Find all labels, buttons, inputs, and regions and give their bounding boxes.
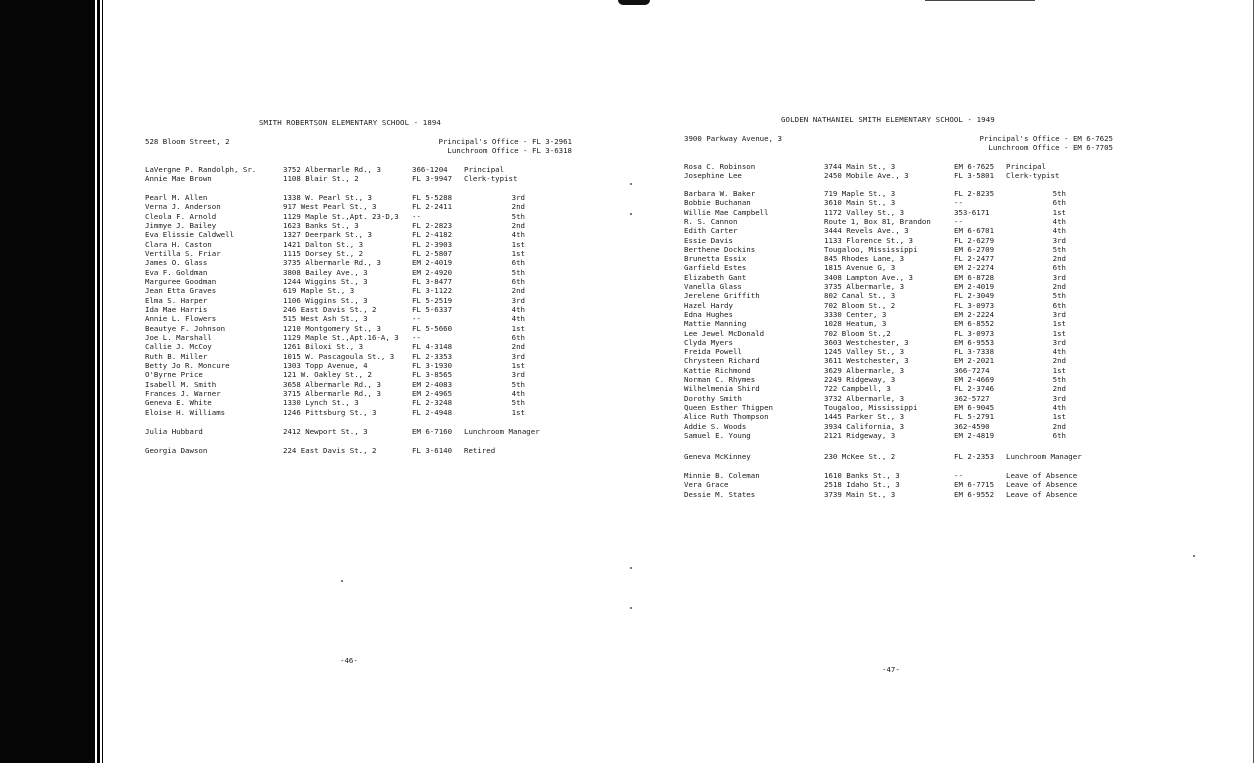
entry-grade: 1st xyxy=(1052,412,1066,422)
entry-grade: 1st xyxy=(1052,207,1066,217)
entry-phone: FL 2-3903 xyxy=(412,239,453,249)
entry-address: 1815 Avenue G, 3 xyxy=(824,263,896,273)
entry-name: Clara H. Caston xyxy=(145,239,212,249)
entry-phone: 353-6171 xyxy=(954,207,990,217)
entry-name: Marguree Goodman xyxy=(145,276,217,286)
entry-name: Alice Ruth Thompson xyxy=(684,412,769,422)
entry-grade: 4th xyxy=(511,304,525,314)
entry-name: Frances J. Warner xyxy=(145,388,221,398)
entry-phone: 366-7274 xyxy=(954,365,990,375)
entry-phone: FL 3-7338 xyxy=(954,347,995,357)
entry-name: Jimmye J. Bailey xyxy=(145,220,217,230)
page-number: -47- xyxy=(882,665,900,674)
entry-phone: FL 5-5288 xyxy=(412,193,453,202)
entry-address: Tougaloo, Mississippi xyxy=(824,244,918,254)
entry-phone: FL 5-2519 xyxy=(412,295,453,305)
entry-name: Mattie Manning xyxy=(684,319,747,329)
entry-phone: FL 2-5807 xyxy=(412,248,453,258)
entry-grade: 3rd xyxy=(1052,337,1066,347)
entry-grade: 1st xyxy=(511,323,525,333)
entry-address: 3603 Westchester, 3 xyxy=(824,337,909,347)
entry-grade: 4th xyxy=(1052,402,1066,412)
entry-phone: EM 2-4669 xyxy=(954,375,995,384)
entry-phone: 362-5727 xyxy=(954,393,990,403)
entry-address: 1330 Lynch St., 3 xyxy=(283,398,359,408)
entry-phone: FL 2-4182 xyxy=(412,230,453,240)
entry-address: 3715 Albermarle Rd., 3 xyxy=(283,388,381,398)
entry-phone: FL 3-8477 xyxy=(412,276,453,286)
school-address: 3900 Parkway Avenue, 3 xyxy=(684,134,782,143)
entry-phone: -- xyxy=(954,198,963,208)
entry-name: Barbara W. Baker xyxy=(684,189,756,198)
school-title: SMITH ROBERTSON ELEMENTARY SCHOOL - 1894 xyxy=(259,118,441,127)
entry-name: Vera Grace xyxy=(684,480,729,490)
entry-address: 246 East Davis St., 2 xyxy=(283,304,377,314)
entry-name: LaVergne P. Randolph, Sr. xyxy=(145,165,257,174)
entry-address: 1028 Heatum, 3 xyxy=(824,319,887,329)
entry-address: 1133 Florence St., 3 xyxy=(824,235,913,245)
entry-phone: -- xyxy=(412,332,421,342)
entry-grade: 4th xyxy=(1052,347,1066,357)
entry-grade: 3rd xyxy=(511,351,525,361)
entry-name: Samuel E. Young xyxy=(684,430,751,440)
school-address: 528 Bloom Street, 2 xyxy=(145,137,230,146)
entry-grade: 4th xyxy=(1052,226,1066,236)
entry-name: Essie Davis xyxy=(684,235,733,245)
entry-address: 3444 Revels Ave., 3 xyxy=(824,226,909,236)
entry-grade: 2nd xyxy=(511,286,525,296)
entry-phone: 366-1204 xyxy=(412,165,448,174)
entry-phone: FL 2-4948 xyxy=(412,407,453,417)
entry-phone: FL 2-2823 xyxy=(412,220,453,230)
entry-phone: EM 6-7625 xyxy=(954,162,995,171)
entry-phone: EM 6-9552 xyxy=(954,489,995,499)
entry-address: 3629 Albermarle, 3 xyxy=(824,365,905,375)
entry-name: Dessie M. States xyxy=(684,489,756,499)
entry-name: Brunetta Essix xyxy=(684,254,747,264)
entry-phone: EM 2-4920 xyxy=(412,267,453,277)
entry-grade: 3rd xyxy=(1052,235,1066,245)
entry-address: 1129 Maple St.,Apt. 23-D,3 xyxy=(283,211,399,221)
entry-grade: 2nd xyxy=(511,220,525,230)
entry-address: 1172 Valley St., 3 xyxy=(824,207,905,217)
entry-grade: 1st xyxy=(511,360,525,370)
entry-address: 1261 Biloxi St., 3 xyxy=(283,342,364,352)
scan-speck xyxy=(630,567,632,569)
entry-grade: 2nd xyxy=(511,342,525,352)
scan-artifact xyxy=(925,0,1035,1)
entry-name: Beautye F. Johnson xyxy=(145,323,226,333)
entry-phone: EM 2-4083 xyxy=(412,379,453,389)
entry-phone: 362-4590 xyxy=(954,421,990,431)
entry-address: 719 Maple St., 3 xyxy=(824,189,896,198)
entry-name: Callie J. McCoy xyxy=(145,342,212,352)
entry-phone: EM 6-9045 xyxy=(954,402,995,412)
entry-phone: FL 2-2477 xyxy=(954,254,995,264)
entry-phone: EM 6-7160 xyxy=(412,427,453,436)
binding-edge-line xyxy=(97,0,100,763)
entry-role: Leave of Absence xyxy=(1006,489,1078,499)
entry-grade: 1st xyxy=(511,407,525,417)
entry-address: 1445 Parker St., 3 xyxy=(824,412,905,422)
office-phones xyxy=(980,134,1114,153)
entry-address: 2518 Idaho St., 3 xyxy=(824,480,900,490)
entry-name: Isabell M. Smith xyxy=(145,379,217,389)
entry-address: 1327 Deerpark St., 3 xyxy=(283,230,372,240)
entry-grade: 4th xyxy=(1052,216,1066,226)
entry-name: Eloise H. Williams xyxy=(145,407,226,417)
entry-phone: EM 6-8728 xyxy=(954,272,995,282)
entry-grade: 5th xyxy=(1052,189,1066,198)
entry-name: Minnie B. Coleman xyxy=(684,471,760,480)
entry-phone: FL 2-2411 xyxy=(412,202,453,212)
entry-grade: 1st xyxy=(511,239,525,249)
entry-grade: 4th xyxy=(511,230,525,240)
entry-grade: 1st xyxy=(511,248,525,258)
entry-address: 3934 California, 3 xyxy=(824,421,905,431)
entry-grade: 2nd xyxy=(1052,421,1066,431)
entry-address: 702 Bloom St.,2 xyxy=(824,328,891,338)
scan-speck xyxy=(630,607,632,609)
entry-name: Queen Esther Thigpen xyxy=(684,402,773,412)
entry-grade: 3rd xyxy=(511,295,525,305)
entry-address: 3808 Bailey Ave., 3 xyxy=(283,267,368,277)
entry-address: 722 Campbell, 3 xyxy=(824,384,891,394)
entry-grade: 3rd xyxy=(511,370,525,380)
entry-grade: 2nd xyxy=(1052,356,1066,366)
entry-phone: FL 3-5801 xyxy=(954,171,995,181)
entry-name: Dorothy Smith xyxy=(684,393,742,403)
entry-address: 515 West Ash St., 3 xyxy=(283,314,368,324)
binding-edge-line xyxy=(102,0,103,763)
entry-grade: 3rd xyxy=(1052,393,1066,403)
entry-name: Ida Mae Harris xyxy=(145,304,208,314)
entry-address: Tougaloo, Mississippi xyxy=(824,402,918,412)
entry-name: Ruth B. Miller xyxy=(145,351,208,361)
entry-address: 3610 Main St., 3 xyxy=(824,198,896,208)
entry-phone: FL 5-2791 xyxy=(954,412,995,422)
entry-grade: 2nd xyxy=(1052,254,1066,264)
entry-phone: EM 2-2274 xyxy=(954,263,995,273)
entry-address: 1115 Dorsey St., 2 xyxy=(283,248,364,258)
entry-name: Jean Etta Graves xyxy=(145,286,217,296)
entry-name: Verna J. Anderson xyxy=(145,202,221,212)
entry-grade: 4th xyxy=(511,388,525,398)
entry-address: 1303 Topp Avenue, 4 xyxy=(283,360,368,370)
entry-phone: EM 2-2021 xyxy=(954,356,995,366)
entry-name: Edna Hughes xyxy=(684,309,733,319)
entry-address: Route 1, Box 81, Brandon xyxy=(824,216,931,226)
entry-name: Edith Carter xyxy=(684,226,738,236)
entry-phone: FL 4-3148 xyxy=(412,342,453,352)
entry-address: 845 Rhodes Lane, 3 xyxy=(824,254,905,264)
entry-address: 230 McKee St., 2 xyxy=(824,452,896,461)
entry-grade: 6th xyxy=(1052,430,1066,440)
entry-address: 1610 Banks St., 3 xyxy=(824,471,900,480)
entry-role: Lunchroom Manager xyxy=(464,427,540,436)
entry-grade: 2nd xyxy=(1052,384,1066,394)
entry-name: Eva F. Goldman xyxy=(145,267,208,277)
entry-phone: FL 3-0973 xyxy=(954,300,995,310)
book-binding-shadow xyxy=(0,0,95,763)
scan-speck xyxy=(630,183,632,185)
entry-phone: EM 2-2224 xyxy=(954,309,995,319)
entry-address: 3408 Lampton Ave., 3 xyxy=(824,272,913,282)
entry-name: Berthene Dockins xyxy=(684,244,756,254)
entry-address: 1246 Pittsburg St., 3 xyxy=(283,407,377,417)
principal-office: Principal's Office - FL 3-2961 xyxy=(438,137,572,146)
entry-name: Eva Elissie Caldwell xyxy=(145,230,234,240)
entry-role: Clerk-typist xyxy=(1006,171,1060,181)
entry-phone: FL 2-6279 xyxy=(954,235,995,245)
entry-address: 3735 Albermarle, 3 xyxy=(824,282,905,291)
entry-phone: EM 2-4819 xyxy=(954,430,995,440)
entry-address: 2121 Ridgeway, 3 xyxy=(824,430,896,440)
entry-grade: 6th xyxy=(511,258,525,268)
entry-name: Vanella Glass xyxy=(684,282,742,291)
entry-address: 3330 Center, 3 xyxy=(824,309,887,319)
entry-phone: -- xyxy=(954,216,963,226)
entry-phone: EM 6-7715 xyxy=(954,480,995,490)
entry-name: Geneva McKinney xyxy=(684,452,751,461)
entry-address: 1106 Wiggins St., 3 xyxy=(283,295,368,305)
entry-grade: 2nd xyxy=(511,202,525,212)
entry-address: 3658 Albermarle Rd., 3 xyxy=(283,379,381,389)
entry-phone: FL 3-6140 xyxy=(412,446,453,455)
entry-grade: 5th xyxy=(1052,291,1066,301)
entry-phone: FL 3-0973 xyxy=(954,328,995,338)
entry-name: Josephine Lee xyxy=(684,171,742,181)
entry-grade: 5th xyxy=(511,211,525,221)
scan-artifact xyxy=(618,0,650,5)
entry-role: Principal xyxy=(1006,162,1047,171)
entry-grade: 5th xyxy=(511,267,525,277)
entry-grade: 5th xyxy=(1052,244,1066,254)
entry-name: Jerelene Griffith xyxy=(684,291,760,301)
entry-grade: 6th xyxy=(1052,198,1066,208)
entry-name: Vertilla S. Friar xyxy=(145,248,221,258)
entry-address: 2450 Mobile Ave., 3 xyxy=(824,171,909,181)
lunchroom-office: Lunchroom Office - EM 6-7705 xyxy=(988,143,1113,153)
entry-name: Elizabeth Gant xyxy=(684,272,747,282)
entry-name: Annie Mae Brown xyxy=(145,174,212,184)
office-phones xyxy=(439,137,573,156)
entry-address: 121 W. Oakley St., 2 xyxy=(283,370,372,380)
entry-name: Betty Jo R. Moncure xyxy=(145,360,230,370)
entry-grade: 1st xyxy=(1052,328,1066,338)
school-title: GOLDEN NATHANIEL SMITH ELEMENTARY SCHOOL - 1949 xyxy=(781,115,995,124)
entry-name: Georgia Dawson xyxy=(145,446,208,455)
entry-name: Norman C. Rhymes xyxy=(684,375,756,384)
entry-address: 3735 Albermarle Rd., 3 xyxy=(283,258,381,268)
entry-phone: FL 2-3248 xyxy=(412,398,453,408)
entry-grade: 2nd xyxy=(1052,282,1066,291)
lunchroom-office: Lunchroom Office - FL 3-6318 xyxy=(447,146,572,156)
entry-grade: 1st xyxy=(1052,365,1066,375)
entry-grade: 5th xyxy=(1052,375,1066,384)
entry-phone: FL 2-8235 xyxy=(954,189,995,198)
entry-name: Addie S. Woods xyxy=(684,421,747,431)
entry-name: Lee Jewel McDonald xyxy=(684,328,765,338)
entry-name: Julia Hubbard xyxy=(145,427,203,436)
entry-phone: EM 2-4965 xyxy=(412,388,453,398)
entry-address: 802 Canal St., 3 xyxy=(824,291,896,301)
entry-phone: -- xyxy=(412,211,421,221)
entry-grade: 4th xyxy=(511,314,525,324)
entry-name: Bobbie Buchanan xyxy=(684,198,751,208)
entry-grade: 1st xyxy=(1052,319,1066,329)
entry-address: 1244 Wiggins St., 3 xyxy=(283,276,368,286)
entry-phone: FL 5-5660 xyxy=(412,323,453,333)
entry-name: Rosa C. Robinson xyxy=(684,162,756,171)
entry-name: Geneva E. White xyxy=(145,398,212,408)
entry-phone: FL 3-8565 xyxy=(412,370,453,380)
entry-phone: EM 6-8552 xyxy=(954,319,995,329)
entry-name: R. S. Cannon xyxy=(684,216,738,226)
entry-name: Chrysteen Richard xyxy=(684,356,760,366)
entry-grade: 6th xyxy=(1052,263,1066,273)
entry-role: Leave of Absence xyxy=(1006,480,1078,490)
entry-address: 1338 W. Pearl St., 3 xyxy=(283,193,372,202)
entry-name: James O. Glass xyxy=(145,258,208,268)
entry-phone: EM 6-2709 xyxy=(954,244,995,254)
entry-name: Hazel Hardy xyxy=(684,300,733,310)
entry-name: Cleola F. Arnold xyxy=(145,211,217,221)
entry-address: 1108 Blair St., 2 xyxy=(283,174,359,184)
entry-address: 1129 Maple St.,Apt.16-A, 3 xyxy=(283,332,399,342)
entry-role: Retired xyxy=(464,446,496,455)
scan-speck xyxy=(630,213,632,215)
entry-phone: FL 3-1930 xyxy=(412,360,453,370)
entry-phone: -- xyxy=(412,314,421,324)
entry-address: 3611 Westchester, 3 xyxy=(824,356,909,366)
entry-phone: FL 2-3746 xyxy=(954,384,995,394)
entry-name: O'Byrne Price xyxy=(145,370,203,380)
entry-role: Leave of Absence xyxy=(1006,471,1078,480)
entry-name: Kattie Richmond xyxy=(684,365,751,375)
entry-role: Lunchroom Manager xyxy=(1006,452,1082,461)
entry-address: 3732 Albermarle, 3 xyxy=(824,393,905,403)
entry-grade: 6th xyxy=(1052,300,1066,310)
entry-address: 1210 Montgomery St., 3 xyxy=(283,323,381,333)
entry-address: 619 Maple St., 3 xyxy=(283,286,355,296)
entry-phone: FL 2-3353 xyxy=(412,351,453,361)
entry-phone: EM 2-4019 xyxy=(954,282,995,291)
entry-name: Clyda Myers xyxy=(684,337,733,347)
principal-office: Principal's Office - EM 6-7625 xyxy=(979,134,1113,143)
scan-speck xyxy=(1193,555,1195,557)
entry-address: 3739 Main St., 3 xyxy=(824,489,896,499)
page-number: -46- xyxy=(340,656,358,665)
entry-phone: FL 3-1122 xyxy=(412,286,453,296)
entry-name: Joe L. Marshall xyxy=(145,332,212,342)
entry-phone: FL 5-6337 xyxy=(412,304,453,314)
entry-phone: EM 6-9553 xyxy=(954,337,995,347)
entry-address: 1623 Banks St., 3 xyxy=(283,220,359,230)
entry-grade: 3rd xyxy=(1052,309,1066,319)
entry-address: 3752 Albermarle Rd., 3 xyxy=(283,165,381,174)
entry-name: Freida Powell xyxy=(684,347,742,357)
entry-phone: FL 2-3049 xyxy=(954,291,995,301)
entry-name: Wilhelmenia Shird xyxy=(684,384,760,394)
page-edge-line xyxy=(1253,0,1254,763)
entry-address: 224 East Davis St., 2 xyxy=(283,446,377,455)
entry-phone: FL 2-2353 xyxy=(954,452,995,461)
entry-grade: 5th xyxy=(511,398,525,408)
entry-name: Garfield Estes xyxy=(684,263,747,273)
entry-name: Pearl M. Allen xyxy=(145,193,208,202)
entry-address: 1015 W. Pascagoula St., 3 xyxy=(283,351,395,361)
entry-phone: -- xyxy=(954,471,963,480)
entry-grade: 6th xyxy=(511,276,525,286)
entry-phone: EM 6-6701 xyxy=(954,226,995,236)
entry-role: Clerk-typist xyxy=(464,174,518,184)
entry-role: Principal xyxy=(464,165,505,174)
entry-grade: 3rd xyxy=(511,193,525,202)
entry-name: Annie L. Flowers xyxy=(145,314,217,324)
entry-address: 1421 Dalton St., 3 xyxy=(283,239,364,249)
entry-address: 917 West Pearl St., 3 xyxy=(283,202,377,212)
entry-address: 1245 Valley St., 3 xyxy=(824,347,905,357)
entry-phone: EM 2-4019 xyxy=(412,258,453,268)
entry-address: 3744 Main St., 3 xyxy=(824,162,896,171)
entry-name: Willie Mae Campbell xyxy=(684,207,769,217)
entry-address: 702 Bloom St., 2 xyxy=(824,300,896,310)
entry-address: 2249 Ridgeway, 3 xyxy=(824,375,896,384)
entry-phone: FL 3-9947 xyxy=(412,174,453,184)
scan-speck xyxy=(341,580,343,582)
entry-grade: 6th xyxy=(511,332,525,342)
entry-address: 2412 Newport St., 3 xyxy=(283,427,368,436)
entry-grade: 3rd xyxy=(1052,272,1066,282)
entry-grade: 5th xyxy=(511,379,525,389)
entry-name: Elma S. Harper xyxy=(145,295,208,305)
